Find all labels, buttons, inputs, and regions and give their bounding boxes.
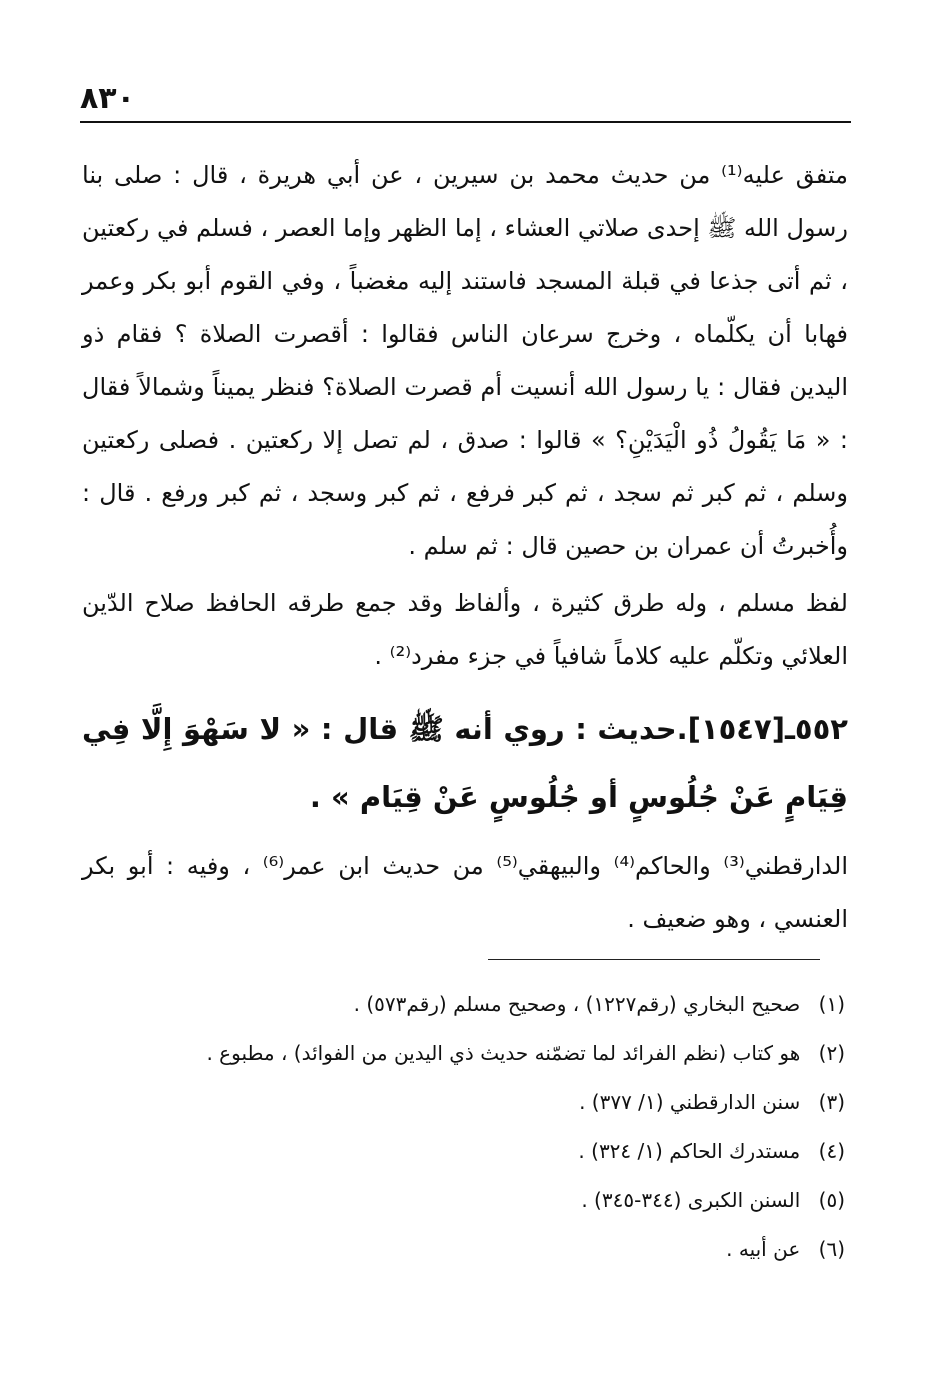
takhrij-paragraph: الدارقطني⁽³⁾ والحاكم⁽⁴⁾ والبيهقي⁽⁵⁾ من حديث ابن عمر⁽⁶⁾ ، وفيه : أبو بكر العنسي ، وهو ضعيف .	[82, 852, 848, 933]
footnote-item	[125, 1225, 845, 1274]
footnotes-list	[125, 980, 845, 1274]
header-rule	[80, 121, 851, 123]
footnote-text: هو كتاب (نظم الفرائد لما تضمّنه حديث ذي اليدين من الفوائد) ، مطبوع .	[206, 1041, 801, 1065]
footnote-number: (١)	[818, 992, 845, 1016]
footnote-text: سنن الدارقطني (١/ ٣٧٧) .	[579, 1090, 801, 1114]
footnote-separator	[488, 959, 820, 960]
footnote-item	[125, 1127, 845, 1176]
footnote-text: صحيح البخاري (رقم١٢٢٧) ، وصحيح مسلم (رقم٥٧٣) .	[353, 992, 801, 1016]
footnote-number: (٣)	[818, 1090, 845, 1114]
hadith-heading: ٥٥٢ـ[١٥٤٧].حديث : روي أنه ﷺ قال : « لا سَهْوَ إِلَّا فِي قِيَامٍ عَنْ جُلُوسٍ أو جُلُوسٍ عَنْ قِيَام » .	[82, 712, 848, 814]
footnote-number: (٦)	[818, 1237, 845, 1261]
source-note-paragraph: لفظ مسلم ، وله طرق كثيرة ، وألفاظ وقد جمع طرقه الحافظ صلاح الدّين العلائي وتكلّم عليه كلاماً شافياً في جزء مفرد⁽²⁾ .	[82, 589, 848, 670]
footnote-text: عن أبيه .	[726, 1237, 801, 1261]
hadith-commentary-paragraph: متفق عليه⁽¹⁾ من حديث محمد بن سيرين ، عن أبي هريرة ، قال : صلى بنا رسول الله ﷺ إحدى صلاتي العشاء ، إما الظهر وإما العصر ، فسلم في ركعتين ، ثم أتى جذعا في قبلة المسجد فاستند إليه مغضباً ، وفي القوم أبو بكر وعمر فهابا أن يكلّماه ، وخرج سرعان الناس فقالوا : أقصرت الصلاة ؟ فقام ذو اليدين فقال : يا رسول الله أنسيت أم قصرت الصلاة؟ فنظر يميناً وشمالاً فقال : « مَا يَقُولُ ذُو الْيَدَيْنِ؟ » قالوا : صدق ، لم تصل إلا ركعتين . فصلى ركعتين وسلم ، ثم كبر ثم سجد ، ثم كبر فرفع ، ثم كبر وسجد ، ثم كبر ورفع . قال : وأُخبرتُ أن عمران بن حصين قال : ثم سلم .	[82, 161, 849, 560]
footnote-item	[125, 980, 845, 1029]
footnote-number: (٤)	[818, 1139, 845, 1163]
footnote-text: السنن الكبرى (٣٤٤-٣٤٥) .	[581, 1188, 801, 1212]
footnote-number: (٥)	[818, 1188, 845, 1212]
footnote-number: (٢)	[818, 1041, 845, 1065]
page-number: ٨٣٠	[80, 81, 135, 116]
footnote-text: مستدرك الحاكم (١/ ٣٢٤) .	[578, 1139, 801, 1163]
footnote-item	[125, 1029, 845, 1078]
footnote-item	[125, 1176, 845, 1225]
footnote-item	[125, 1078, 845, 1127]
